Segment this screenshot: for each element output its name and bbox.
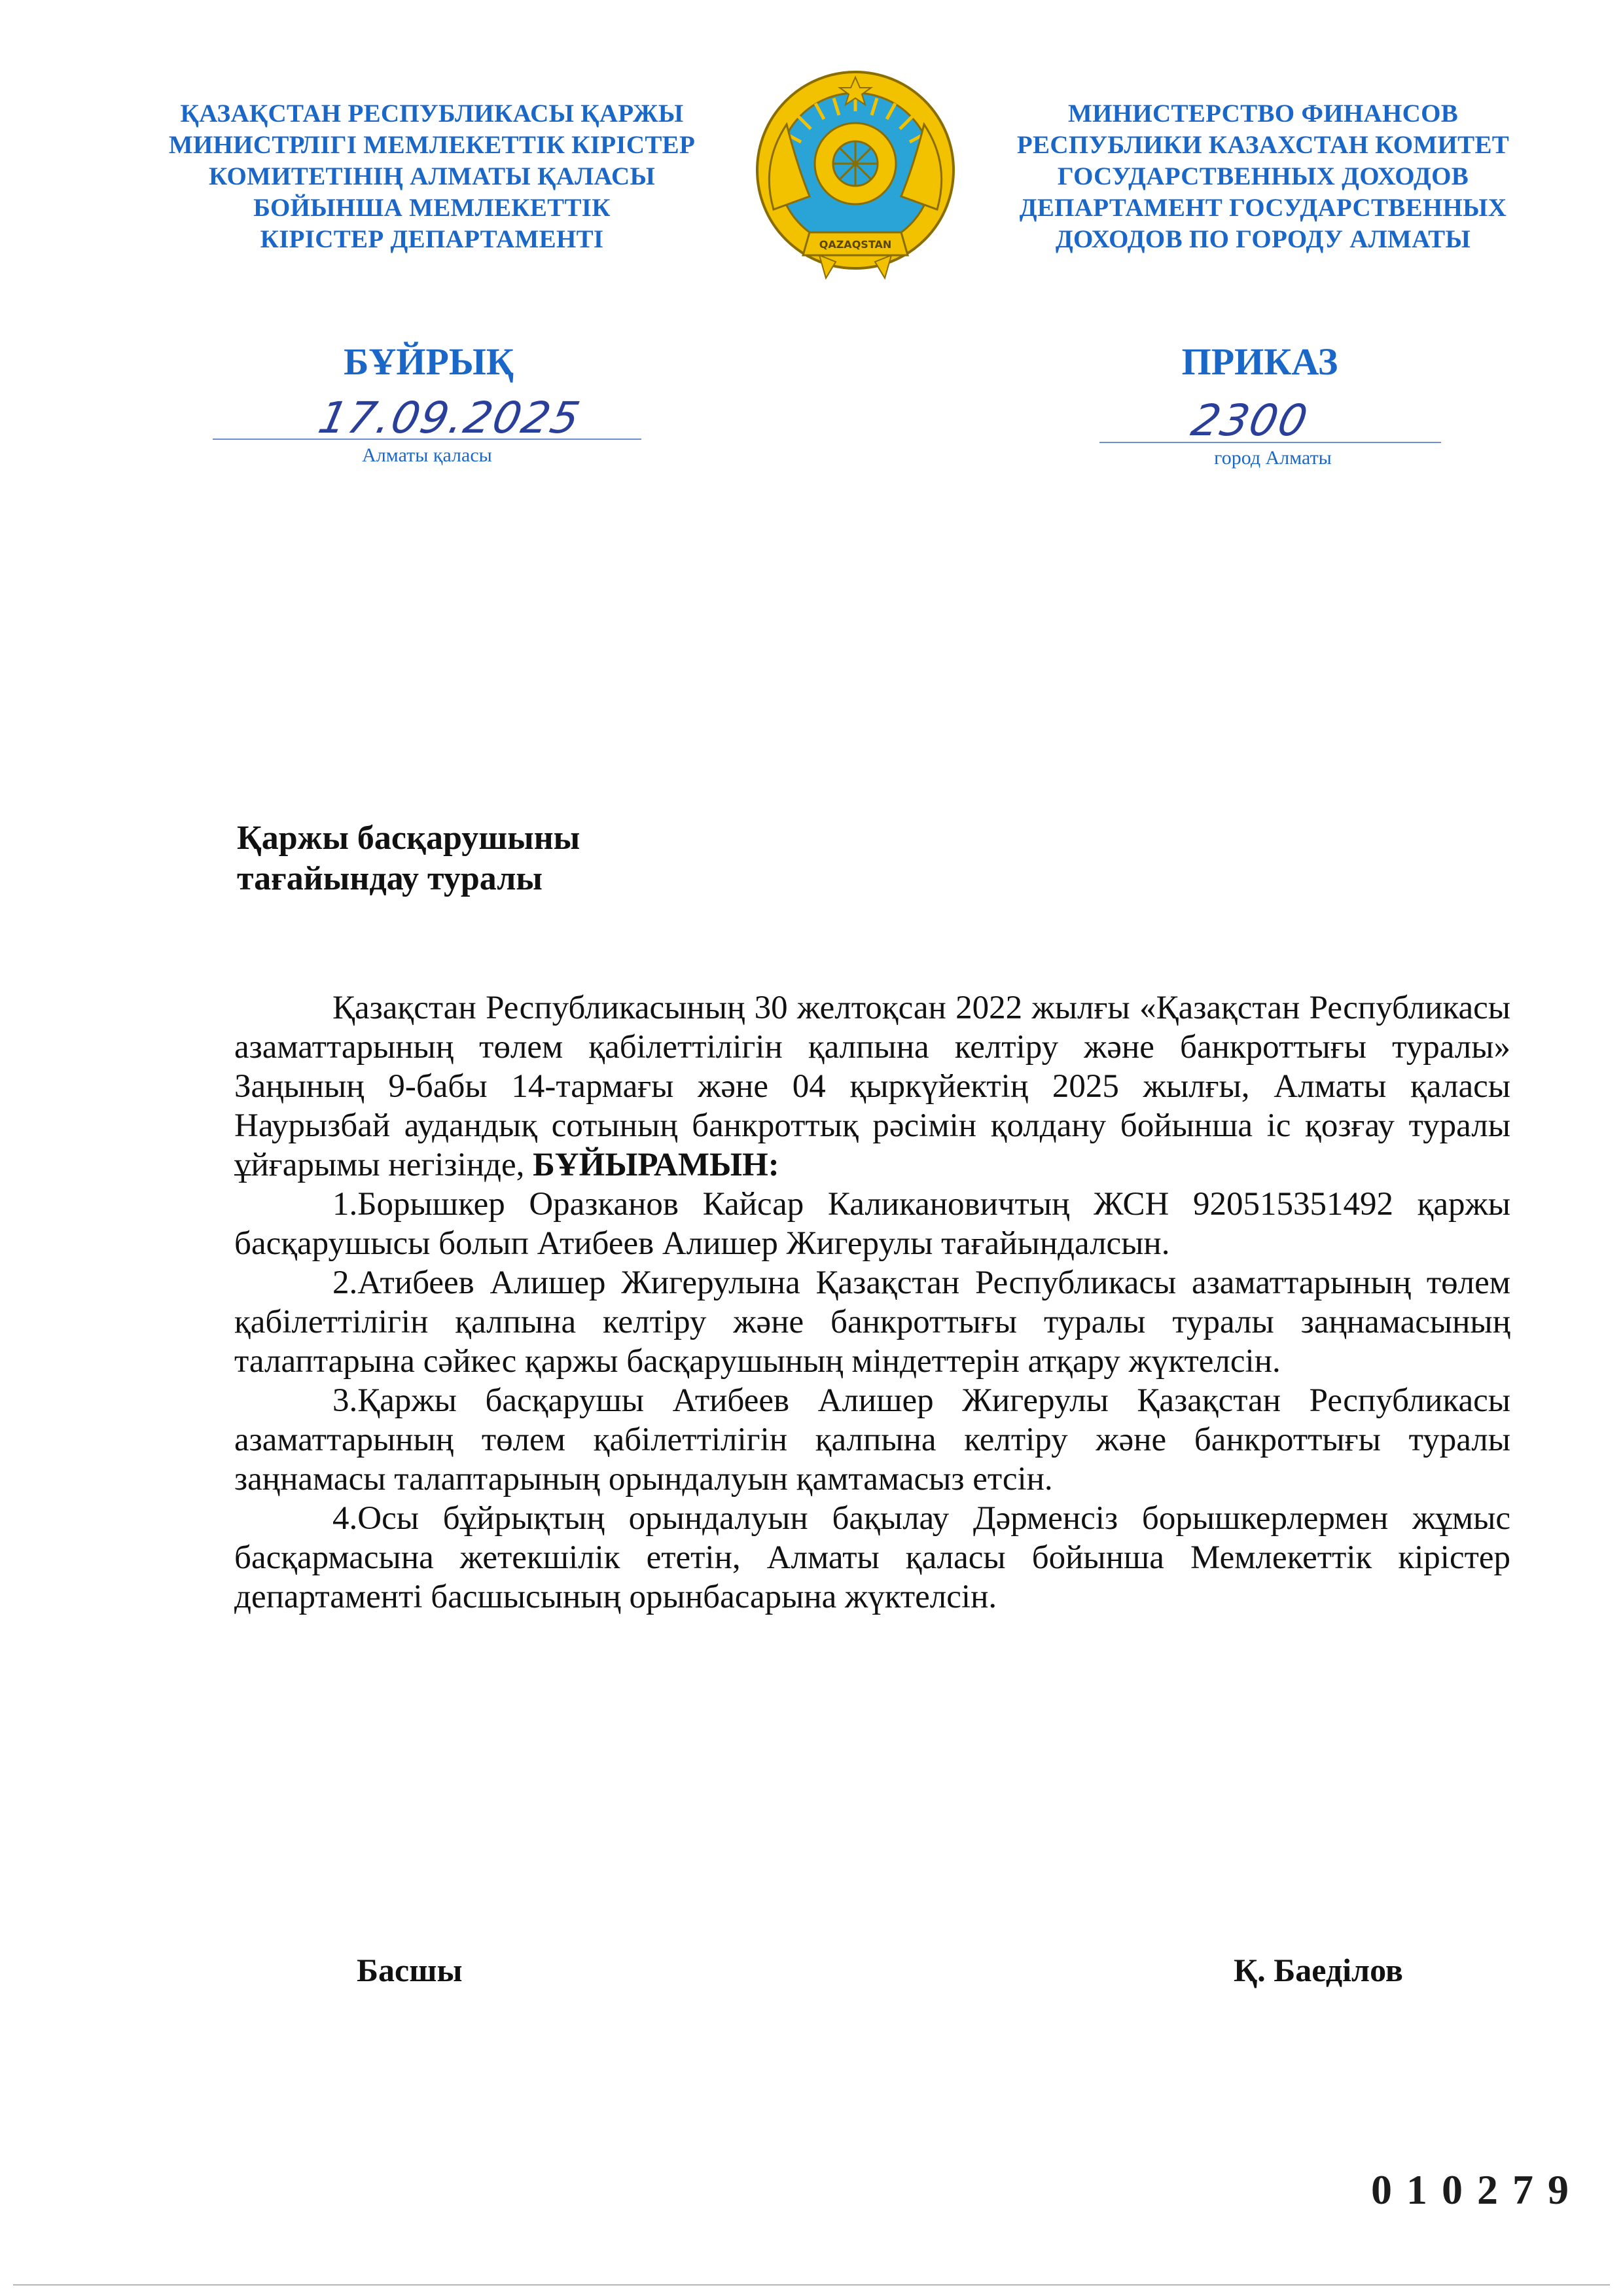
signer-name: Қ. Баеділов — [1234, 1952, 1403, 1988]
doc-type-kazakh: БҰЙРЫҚ — [344, 340, 514, 383]
city-russian: город Алматы — [1214, 447, 1332, 469]
org-name-line: МИНИСТЕРСТВО ФИНАНСОВ — [1067, 99, 1459, 128]
title-line: тағайындау туралы — [237, 860, 543, 897]
org-name-line: ГОСУДАРСТВЕННЫХ ДОХОДОВ — [1057, 162, 1469, 190]
date-underline — [213, 439, 641, 440]
org-name-line: БОЙЫНША МЕМЛЕКЕТТІК — [253, 194, 611, 222]
org-name-line: ДЕПАРТАМЕНТ ГОСУДАРСТВЕННЫХ — [1019, 194, 1507, 222]
doc-type-russian: ПРИКАЗ — [1181, 340, 1338, 383]
title-line: Қаржы басқарушыны — [237, 819, 580, 857]
handwritten-order-number: 2300 — [1186, 395, 1313, 446]
order-item-2: 2.Атибеев Алишер Жигерулына Қазақстан Республикасы азаматтарының төлем қабілеттілігін қалпына келтіру және банкроттығы туралы туралы заңнамасының талаптарына сәйкес қаржы басқарушының міндеттерін атқару жүктелсін. — [234, 1265, 1510, 1380]
org-name-line: МИНИСТРЛІГІ МЕМЛЕКЕТТІК КІРІСТЕР — [168, 131, 696, 159]
org-name-line: КІРІСТЕР ДЕПАРТАМЕНТІ — [260, 225, 604, 253]
order-item-3: 3.Қаржы басқарушы Атибеев Алишер Жигерулы Қазақстан Республикасы азаматтарының төлем қабілеттілігін қалпына келтіру және банкроттығы туралы заңнамасы талаптарының орындалуын қамтамасыз етсін. — [234, 1382, 1510, 1498]
org-name-russian — [936, 98, 1590, 255]
emblem-ribbon-text: QAZAQSTAN — [819, 238, 892, 251]
document-body — [234, 988, 1510, 1617]
org-name-line: КОМИТЕТІНІҢ АЛМАТЫ ҚАЛАСЫ — [208, 162, 656, 190]
org-name-line: ҚАЗАҚСТАН РЕСПУБЛИКАСЫ ҚАРЖЫ — [180, 99, 684, 128]
org-name-line: ДОХОДОВ ПО ГОРОДУ АЛМАТЫ — [1055, 225, 1471, 253]
org-name-line: РЕСПУБЛИКИ КАЗАХСТАН КОМИТЕТ — [1016, 131, 1510, 159]
page-bottom-edge — [13, 2284, 1610, 2286]
city-kazakh: Алматы қаласы — [362, 444, 492, 466]
intro-paragraph — [234, 988, 1510, 1185]
serial-number: 010279 — [1371, 2166, 1583, 2213]
signer-position: Басшы — [357, 1952, 463, 1988]
number-underline — [1099, 442, 1441, 443]
document-title — [237, 818, 580, 899]
order-word: БҰЙЫРАМЫН: — [533, 1147, 779, 1183]
order-item-1: 1.Борышкер Оразканов Кайсар Каликановичтың ЖСН 920515351492 қаржы басқарушысы болып Атибеев Алишер Жигерулы тағайындалсын. — [234, 1186, 1510, 1262]
state-emblem-icon — [747, 65, 963, 288]
org-name-kazakh — [105, 98, 759, 255]
handwritten-date: 17.09.2025 — [313, 393, 586, 443]
intro-text: Қазақстан Республикасының 30 желтоқсан 2022 жылғы «Қазақстан Республикасы азаматтарының төлем қабілеттілігін қалпына келтіру және банкроттығы туралы» Заңының 9-бабы 14-тармағы және 04 қыркүйектің 2025 жылғы, Алматы қаласы Наурызбай аудандық сотының банкроттық рәсімін қолдану бойынша іс қозғау туралы ұйғарымы негізінде, — [234, 990, 1510, 1183]
order-item-4: 4.Осы бұйрықтың орындалуын бақылау Дәрменсіз борышкерлермен жұмыс басқармасына жетекшілік ететін, Алматы қаласы бойынша Мемлекеттік кірістер департаменті басшысының орынбасарына жүктелсін. — [234, 1500, 1510, 1615]
